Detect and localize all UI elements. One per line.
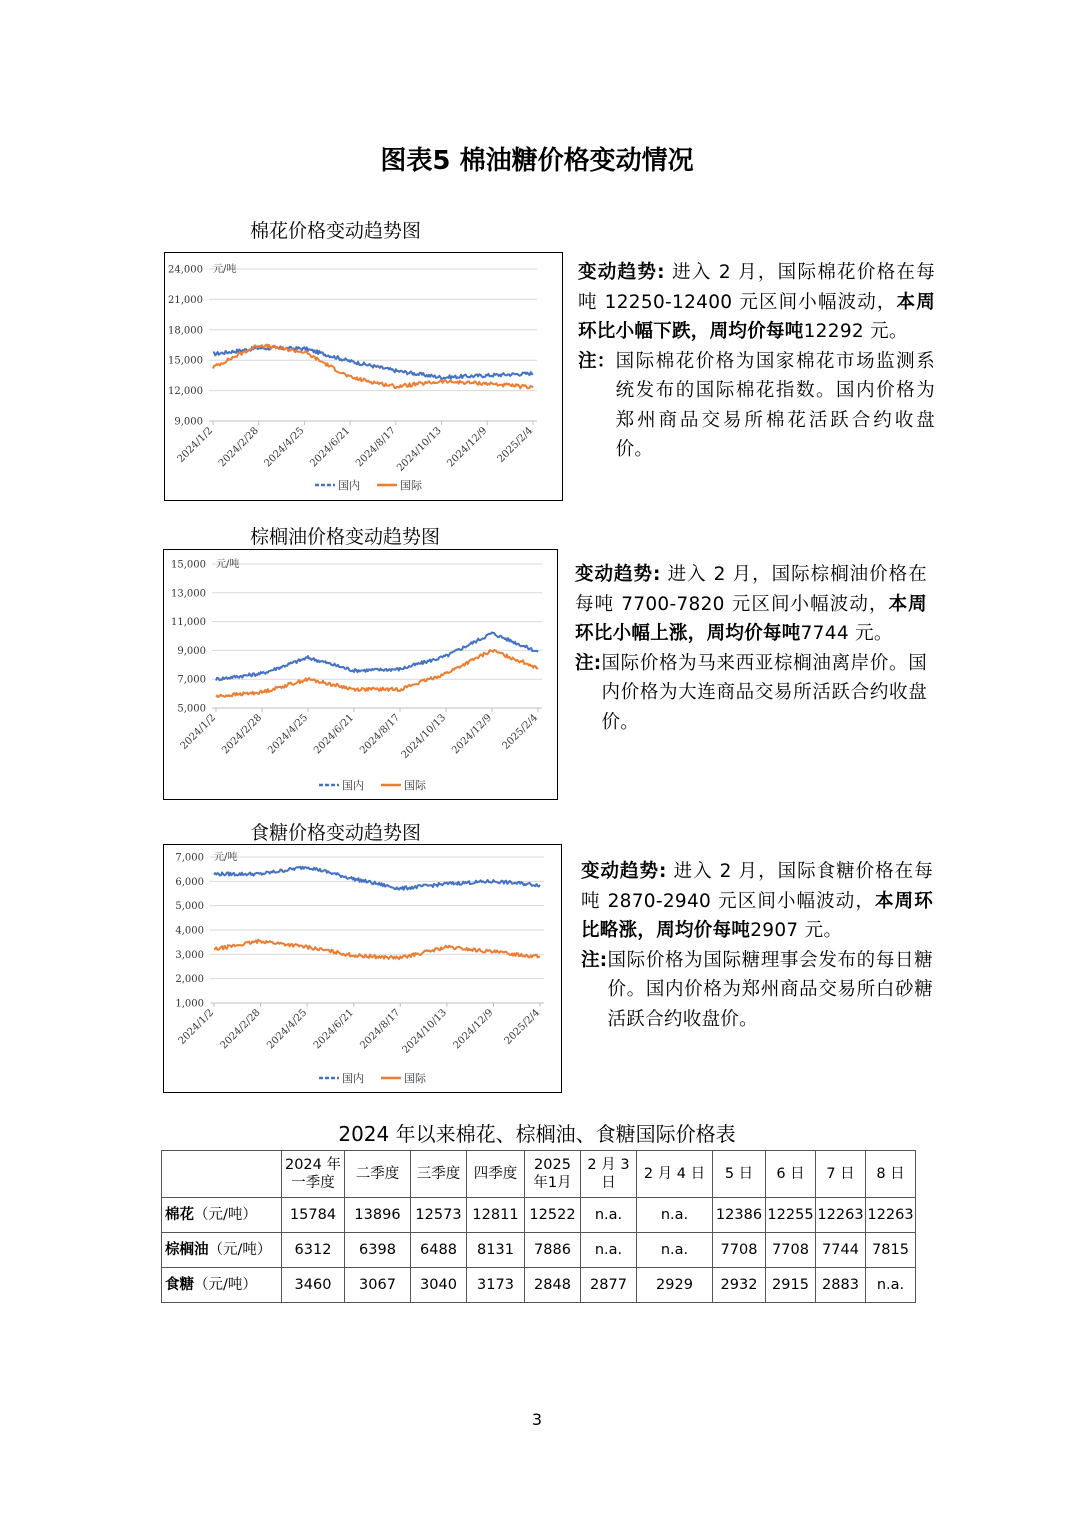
x-tick-label: 2025/2/4	[495, 425, 536, 465]
series-line-国内	[213, 347, 533, 380]
trend-bold: 本周环比小幅下跌，周均价每吨	[578, 291, 935, 342]
note-text: 国际价格为国际糖理事会发布的每日糖价。国内价格为郑州商品交易所白砂糖活跃合约收盘价。	[607, 949, 933, 1030]
table-cell: 2932	[713, 1268, 766, 1303]
table-cell: 2883	[816, 1268, 866, 1303]
table-header-cell: 5 日	[713, 1151, 766, 1198]
x-tick-label: 2024/10/13	[395, 425, 444, 474]
table-cell: 2877	[581, 1268, 637, 1303]
y-tick-label: 7,000	[177, 674, 206, 686]
table-cell: n.a.	[581, 1233, 637, 1268]
unit-label: 元/吨	[214, 852, 238, 863]
x-tick-label: 2024/6/21	[311, 1007, 356, 1052]
table-cell: 2915	[766, 1268, 816, 1303]
y-tick-label: 9,000	[174, 416, 203, 428]
x-tick-label: 2024/10/13	[399, 712, 449, 761]
unit-label: 元/吨	[213, 264, 237, 275]
price-table	[161, 1150, 916, 1303]
table-header-cell: 7 日	[816, 1151, 866, 1198]
table-cell: 6312	[282, 1233, 345, 1268]
note-label: 注：	[578, 350, 616, 372]
table-header-cell: 2 月 4 日	[637, 1151, 713, 1198]
trend-label: 变动趋势:	[575, 564, 661, 585]
cotton-chart-svg	[165, 253, 564, 502]
table-cell: 8131	[467, 1233, 525, 1268]
y-tick-label: 12,000	[168, 386, 203, 398]
legend-label: 国际	[404, 1072, 426, 1085]
table-header-cell	[162, 1151, 282, 1198]
table-row	[162, 1233, 916, 1268]
note-label: 注:	[575, 652, 602, 674]
table-cell: 12263	[866, 1198, 916, 1233]
table-cell: 12386	[713, 1198, 766, 1233]
palm-chart-svg	[164, 550, 559, 801]
y-tick-label: 4,000	[175, 925, 204, 937]
y-tick-label: 5,000	[175, 901, 204, 913]
row-label: 食糖（元/吨）	[162, 1268, 282, 1303]
table-cell: 12263	[816, 1198, 866, 1233]
trend-text: 进入 2 月，国际棉花价格在每吨 12250-12400 元区间小幅波动，	[578, 262, 935, 313]
trend-price: 7744 元。	[800, 623, 893, 644]
x-tick-label: 2024/8/17	[353, 425, 398, 470]
sugar-chart-svg	[164, 845, 563, 1094]
table-cell: n.a.	[581, 1198, 637, 1233]
table-cell: 2848	[525, 1268, 581, 1303]
y-tick-label: 2,000	[175, 974, 204, 986]
trend-bold: 本周环比略涨，周均价每吨	[581, 890, 933, 941]
y-tick-label: 21,000	[168, 294, 203, 306]
table-row	[162, 1198, 916, 1233]
y-tick-label: 15,000	[171, 559, 206, 571]
page-number: 3	[531, 1410, 543, 1429]
palm-chart-title: 棕榈油价格变动趋势图	[250, 526, 441, 548]
y-tick-label: 3,000	[175, 949, 204, 961]
row-label: 棕榈油（元/吨）	[162, 1233, 282, 1268]
cotton-description	[578, 258, 935, 465]
y-tick-label: 13,000	[171, 588, 206, 600]
x-tick-label: 2024/1/2	[176, 1007, 217, 1047]
x-tick-label: 2025/2/4	[502, 1007, 543, 1047]
note-text: 国际棉花价格为国家棉花市场监测系统发布的国际棉花指数。国内价格为郑州商品交易所棉花活跃合约收盘价。	[615, 350, 935, 460]
cotton-chart-title: 棉花价格变动趋势图	[250, 220, 422, 242]
table-cell: 12255	[766, 1198, 816, 1233]
legend-label: 国际	[400, 479, 422, 492]
series-line-国际	[214, 940, 540, 960]
table-cell: n.a.	[637, 1233, 713, 1268]
table-cell: 7744	[816, 1233, 866, 1268]
x-tick-label: 2024/6/21	[312, 712, 357, 757]
x-tick-label: 2024/4/25	[265, 1007, 310, 1052]
table-cell: 7886	[525, 1233, 581, 1268]
y-tick-label: 6,000	[175, 876, 204, 888]
x-tick-label: 2024/6/21	[308, 425, 353, 470]
y-tick-label: 18,000	[168, 325, 203, 337]
legend-label: 国际	[404, 779, 426, 792]
y-tick-label: 15,000	[168, 355, 203, 367]
table-cell: 3067	[345, 1268, 411, 1303]
table-title: 2024 年以来棉花、棕榈油、食糖国际价格表	[338, 1122, 736, 1146]
x-tick-label: 2024/2/28	[216, 425, 261, 470]
page-title: 图表5 棉油糖价格变动情况	[380, 146, 694, 176]
x-tick-label: 2024/8/17	[358, 1007, 403, 1052]
table-cell: 3040	[411, 1268, 467, 1303]
x-tick-label: 2024/2/28	[218, 1007, 263, 1052]
x-tick-label: 2024/12/9	[450, 712, 495, 757]
cotton-chart	[164, 252, 563, 501]
table-cell: 12522	[525, 1198, 581, 1233]
table-header-cell: 2024 年一季度	[282, 1151, 345, 1198]
trend-label: 变动趋势:	[581, 861, 667, 882]
table-header-cell: 2 月 3 日	[581, 1151, 637, 1198]
table-cell: 3173	[467, 1268, 525, 1303]
table-cell: 7708	[766, 1233, 816, 1268]
note-label: 注:	[581, 949, 608, 971]
trend-price: 12292 元。	[803, 321, 908, 342]
trend-text: 进入 2 月，国际食糖价格在每吨 2870-2940 元区间小幅波动，	[581, 861, 933, 912]
table-cell: 7708	[713, 1233, 766, 1268]
series-line-国内	[214, 867, 540, 890]
legend-label: 国内	[342, 1072, 364, 1085]
palm-description	[575, 560, 927, 737]
palm-chart	[163, 549, 558, 800]
row-label: 棉花（元/吨）	[162, 1198, 282, 1233]
x-tick-label: 2024/4/25	[262, 425, 307, 470]
y-tick-label: 9,000	[177, 645, 206, 657]
table-header-cell: 三季度	[411, 1151, 467, 1198]
trend-price: 2907 元。	[750, 920, 843, 941]
y-tick-label: 11,000	[171, 617, 206, 629]
table-cell: n.a.	[637, 1198, 713, 1233]
note-text: 国际价格为马来西亚棕榈油离岸价。国内价格为大连商品交易所活跃合约收盘价。	[601, 652, 927, 733]
legend-label: 国内	[342, 779, 364, 792]
table-header-cell: 二季度	[345, 1151, 411, 1198]
table-cell: 13896	[345, 1198, 411, 1233]
trend-bold: 本周环比小幅上涨，周均价每吨	[575, 593, 927, 644]
table-cell: 7815	[866, 1233, 916, 1268]
y-tick-label: 1,000	[175, 998, 204, 1010]
sugar-chart	[163, 844, 562, 1093]
x-tick-label: 2024/10/13	[400, 1007, 449, 1056]
trend-text: 进入 2 月，国际棕榈油价格在每吨 7700-7820 元区间小幅波动，	[575, 564, 927, 615]
table-row	[162, 1268, 916, 1303]
trend-label: 变动趋势:	[578, 262, 665, 283]
y-tick-label: 5,000	[177, 703, 206, 715]
y-tick-label: 24,000	[168, 264, 203, 276]
x-tick-label: 2024/4/25	[266, 712, 311, 757]
table-cell: 6398	[345, 1233, 411, 1268]
table-cell: 6488	[411, 1233, 467, 1268]
unit-label: 元/吨	[216, 559, 240, 570]
sugar-description	[581, 857, 933, 1034]
table-header-cell: 四季度	[467, 1151, 525, 1198]
x-tick-label: 2024/12/9	[451, 1007, 496, 1052]
table-cell: 2929	[637, 1268, 713, 1303]
table-cell: 3460	[282, 1268, 345, 1303]
table-header-cell: 2025 年1月	[525, 1151, 581, 1198]
table-cell: 12811	[467, 1198, 525, 1233]
sugar-chart-title: 食糖价格变动趋势图	[250, 822, 422, 844]
x-tick-label: 2024/1/2	[178, 712, 219, 752]
legend-label: 国内	[338, 479, 360, 492]
table-cell: n.a.	[866, 1268, 916, 1303]
y-tick-label: 7,000	[175, 852, 204, 864]
table-header-cell: 6 日	[766, 1151, 816, 1198]
x-tick-label: 2024/8/17	[358, 712, 403, 757]
x-tick-label: 2024/12/9	[445, 425, 490, 470]
series-line-国内	[216, 632, 538, 680]
x-tick-label: 2024/2/28	[220, 712, 265, 757]
table-cell: 15784	[282, 1198, 345, 1233]
table-header-row	[162, 1151, 916, 1198]
table-header-cell: 8 日	[866, 1151, 916, 1198]
x-tick-label: 2025/2/4	[500, 712, 541, 752]
x-tick-label: 2024/1/2	[175, 425, 216, 465]
table-cell: 12573	[411, 1198, 467, 1233]
